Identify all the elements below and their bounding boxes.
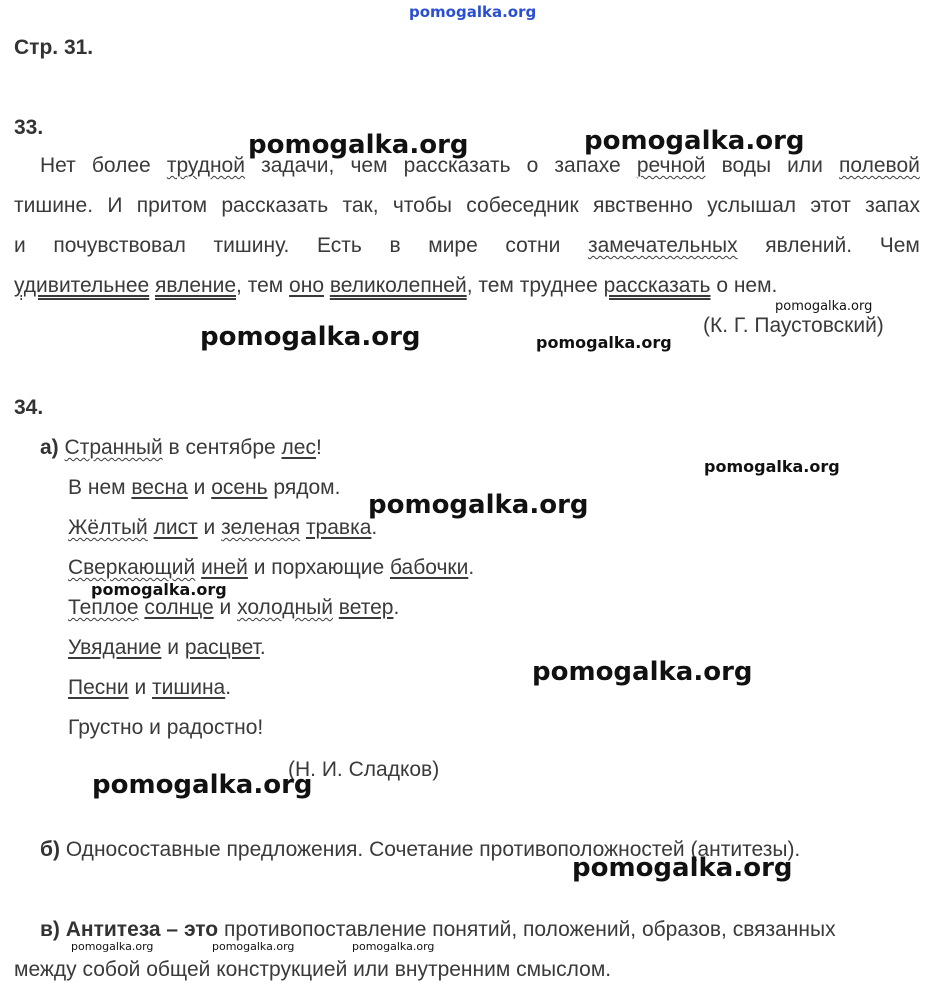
watermark: pomogalka.org xyxy=(572,853,793,883)
poem-line-2 xyxy=(68,476,340,500)
word-underlined: тишина xyxy=(152,676,226,699)
ex34-v-line-2: между собой общей конструкцией или внутренним смыслом. xyxy=(14,958,612,981)
watermark: pomogalka.org xyxy=(91,580,227,599)
word-underlined: Увядание xyxy=(68,636,162,659)
word: тишине. xyxy=(14,194,94,217)
text: и порхающие xyxy=(247,556,390,579)
word-wavy: речной xyxy=(636,154,706,177)
word: чтобы xyxy=(392,194,452,217)
text: . xyxy=(225,676,232,699)
word-wavy: замечательных xyxy=(587,234,738,257)
word-underlined: оно xyxy=(289,274,325,297)
text: и xyxy=(161,636,185,659)
word-underlined: осень xyxy=(211,476,268,499)
text: и xyxy=(197,516,222,539)
word-wavy: зеленая xyxy=(221,516,301,539)
word-double: явление xyxy=(155,274,237,297)
text: ! xyxy=(315,436,322,459)
word: задачи, xyxy=(261,154,335,177)
word-underlined: лес xyxy=(281,436,316,459)
word: собеседник xyxy=(466,194,579,217)
word: запах xyxy=(865,194,920,217)
word-underlined: Песни xyxy=(68,676,129,699)
label-a: а) xyxy=(40,436,59,459)
watermark: pomogalka.org xyxy=(352,940,435,953)
text: . xyxy=(371,516,378,539)
b-text: Односоставные предложения. Сочетание противоположностей (антитезы). xyxy=(65,838,801,861)
ex34-author: (Н. И. Сладков) xyxy=(288,758,440,781)
word: Чем xyxy=(879,234,920,257)
word-wavy: Сверкающий xyxy=(68,556,196,579)
word-underlined: расцвет xyxy=(184,636,260,659)
watermark: pomogalka.org xyxy=(248,130,469,160)
word-wavy: трудной xyxy=(166,154,245,177)
text: и xyxy=(187,476,212,499)
ex34-v-line-1 xyxy=(40,918,836,942)
text: , тем труднее xyxy=(466,274,604,297)
word-wavy: Жёлтый xyxy=(68,516,148,539)
word: притом xyxy=(136,194,208,217)
ex33-line-3 xyxy=(14,234,920,258)
poem-line-1 xyxy=(40,436,322,460)
word: рассказать xyxy=(221,194,329,217)
watermark: pomogalka.org xyxy=(532,657,753,687)
word: и xyxy=(14,234,26,257)
watermark: pomogalka.org xyxy=(584,126,805,156)
word-underlined: весна xyxy=(131,476,188,499)
text: рядом. xyxy=(267,476,341,499)
text: , тем xyxy=(236,274,290,297)
poem-line-7 xyxy=(68,676,231,700)
watermark-top: pomogalka.org xyxy=(409,3,537,21)
word-wavy: Странный xyxy=(64,436,163,459)
word: рассказать xyxy=(403,154,511,177)
word: И xyxy=(107,194,123,217)
exercise-33-number: 33. xyxy=(14,116,44,139)
word-underlined: солнце xyxy=(144,596,214,619)
word: о xyxy=(526,154,539,177)
word: или xyxy=(787,154,823,177)
ex33-line-2 xyxy=(14,194,920,218)
watermark: pomogalka.org xyxy=(704,457,840,476)
word: воды xyxy=(721,154,772,177)
watermark: pomogalka.org xyxy=(536,333,672,352)
watermark: pomogalka.org xyxy=(212,940,295,953)
text: . xyxy=(468,556,475,579)
text: и xyxy=(128,676,153,699)
word-wavy: Теплое xyxy=(68,596,139,619)
watermark: pomogalka.org xyxy=(71,940,154,953)
v-text: противопоставление понятий, положений, образов, связанных xyxy=(223,918,836,941)
poem-line-6 xyxy=(68,636,266,660)
word: запахе xyxy=(554,154,621,177)
word-double: великолепней xyxy=(329,274,467,297)
label-b: б) xyxy=(40,838,60,861)
word-wavy: полевой xyxy=(839,154,920,177)
text: в сентябре xyxy=(162,436,282,459)
word-underlined: лист xyxy=(153,516,198,539)
word-double: рассказать xyxy=(603,274,711,297)
word: мире xyxy=(428,234,478,257)
word: явлений. xyxy=(765,234,853,257)
page-label: Стр. 31. xyxy=(14,36,94,59)
word-wavy: холодный xyxy=(237,596,333,619)
text: и xyxy=(213,596,238,619)
poem-line-8: Грустно и радостно! xyxy=(68,716,264,739)
ex33-author: (К. Г. Паустовский) xyxy=(703,314,884,337)
watermark: pomogalka.org xyxy=(775,299,873,314)
poem-line-4 xyxy=(68,556,474,580)
word: так, xyxy=(342,194,379,217)
exercise-34-number: 34. xyxy=(14,396,44,419)
word-underlined: бабочки xyxy=(389,556,469,579)
text: В нем xyxy=(68,476,132,499)
poem-line-5 xyxy=(68,596,399,620)
word: более xyxy=(91,154,151,177)
watermark: pomogalka.org xyxy=(92,770,313,800)
word-double: удивительнее xyxy=(14,274,150,297)
word: Есть xyxy=(316,234,362,257)
text: о нем. xyxy=(710,274,778,297)
text: . xyxy=(259,636,266,659)
text: . xyxy=(393,596,400,619)
word-underlined: травка xyxy=(305,516,372,539)
label-v: в) xyxy=(40,918,60,941)
word: в xyxy=(389,234,401,257)
poem-line-3 xyxy=(68,516,377,540)
word: тишину. xyxy=(213,234,290,257)
v-term: Антитеза – это xyxy=(65,918,219,941)
word: чем xyxy=(350,154,388,177)
word: почувствовал xyxy=(53,234,186,257)
word: сотни xyxy=(505,234,561,257)
ex33-line-4 xyxy=(14,274,777,298)
watermark: pomogalka.org xyxy=(368,490,589,520)
word-underlined: ветер xyxy=(338,596,394,619)
word: явственно xyxy=(592,194,693,217)
word: услышал xyxy=(707,194,797,217)
word: Нет xyxy=(40,154,76,177)
word-underlined: иней xyxy=(201,556,248,579)
watermark: pomogalka.org xyxy=(200,322,421,352)
word: этот xyxy=(810,194,851,217)
